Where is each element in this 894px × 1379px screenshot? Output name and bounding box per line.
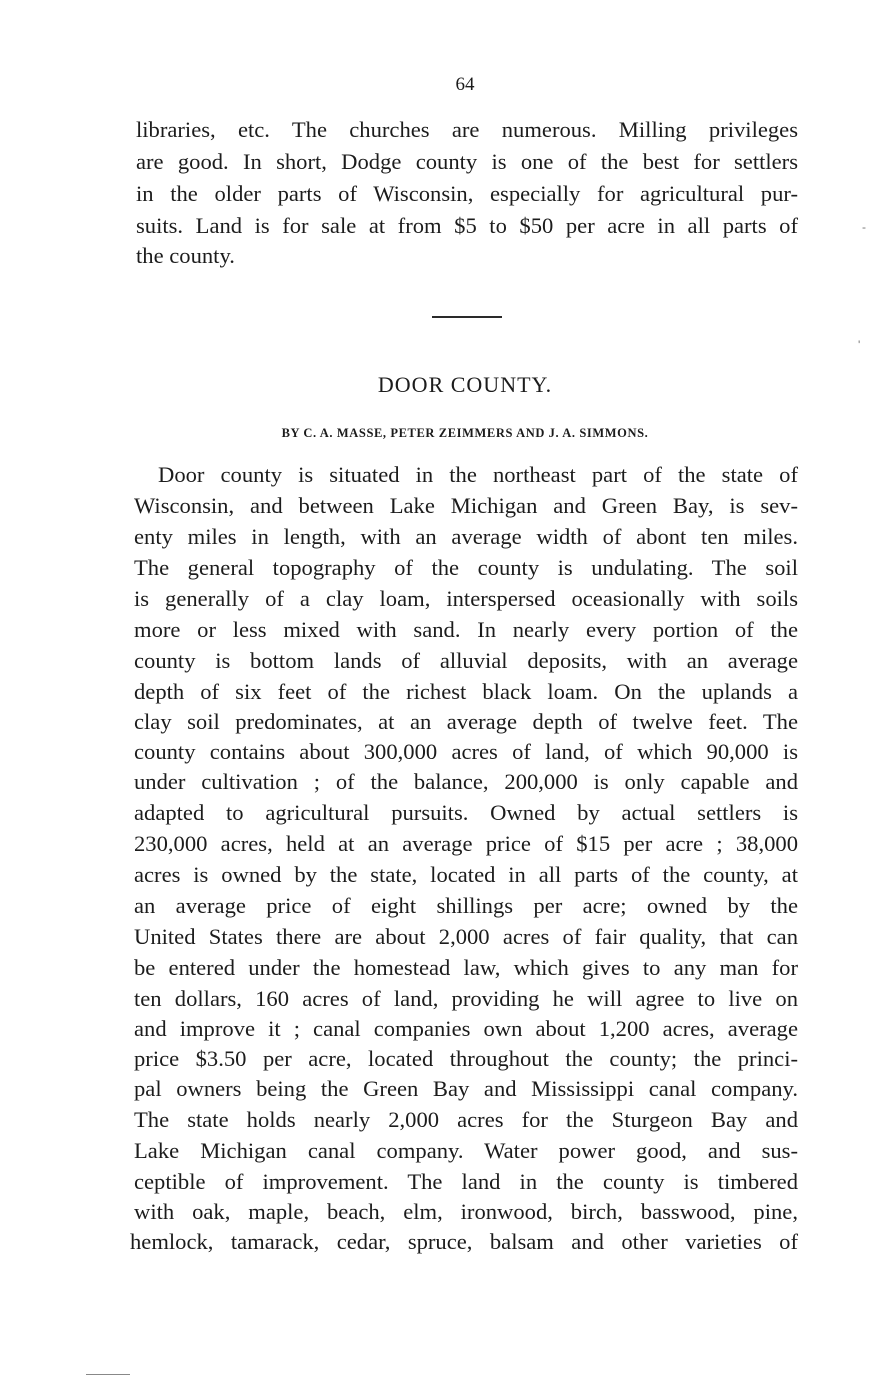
body-line: an average price of eight shillings per acre; owned by the xyxy=(134,893,798,918)
body-line: depth of six feet of the richest black loam. On the uplands a xyxy=(134,679,798,704)
body-line: The state holds nearly 2,000 acres for the Sturgeon Bay and xyxy=(134,1107,798,1132)
intro-line: in the older parts of Wisconsin, especially for agricultural pur- xyxy=(136,181,798,206)
body-line: 230,000 acres, held at an average price of $15 per acre ; 38,000 xyxy=(134,831,798,856)
page-number: 64 xyxy=(455,74,475,95)
section-authors: BY C. A. MASSE, PETER ZEIMMERS AND J. A. SIMMONS. xyxy=(281,426,649,440)
body-line: county contains about 300,000 acres of land, of which 90,000 is xyxy=(134,739,798,764)
body-line: under cultivation ; of the balance, 200,000 is only capable and xyxy=(134,769,798,794)
section-divider xyxy=(432,316,502,318)
body-line: ceptible of improvement. The land in the county is timbered xyxy=(134,1169,798,1194)
body-line: ten dollars, 160 acres of land, providing he will agree to live on xyxy=(134,986,798,1011)
margin-speck: ' xyxy=(858,338,861,352)
body-line: adapted to agricultural pursuits. Owned by actual settlers is xyxy=(134,800,798,825)
body-line: acres is owned by the state, located in all parts of the county, at xyxy=(134,862,798,887)
body-line: is generally of a clay loam, interspersed oceasionally with soils xyxy=(134,586,798,611)
body-line: Door county is situated in the northeast part of the state of xyxy=(158,462,798,487)
intro-line: the county. xyxy=(136,243,235,268)
body-line: Lake Michigan canal company. Water power good, and sus- xyxy=(134,1138,798,1163)
body-line: county is bottom lands of alluvial deposits, with an average xyxy=(134,648,798,673)
body-line: hemlock, tamarack, cedar, spruce, balsam and other varieties of xyxy=(130,1229,798,1254)
body-line: and improve it ; canal companies own about 1,200 acres, average xyxy=(134,1016,798,1041)
intro-line: are good. In short, Dodge county is one of the best for settlers xyxy=(136,149,798,174)
body-line: more or less mixed with sand. In nearly every portion of the xyxy=(134,617,798,642)
body-line: price $3.50 per acre, located throughout the county; the princi- xyxy=(134,1046,798,1071)
body-line: with oak, maple, beach, elm, ironwood, birch, basswood, pine, xyxy=(134,1199,798,1224)
margin-speck: - xyxy=(862,220,866,234)
footer-rule xyxy=(86,1374,130,1375)
intro-line: libraries, etc. The churches are numerous. Milling privileges xyxy=(136,117,798,142)
body-line: be entered under the homestead law, which gives to any man for xyxy=(134,955,798,980)
body-line: Wisconsin, and between Lake Michigan and Green Bay, is sev- xyxy=(134,493,798,518)
body-line: enty miles in length, with an average width of abont ten miles. xyxy=(134,524,798,549)
section-title: DOOR COUNTY. xyxy=(377,372,553,397)
body-line: pal owners being the Green Bay and Mississippi canal company. xyxy=(134,1076,798,1101)
body-line: clay soil predominates, at an average depth of twelve feet. The xyxy=(134,709,798,734)
body-line: The general topography of the county is undulating. The soil xyxy=(134,555,798,580)
body-line: United States there are about 2,000 acres of fair quality, that can xyxy=(134,924,798,949)
intro-line: suits. Land is for sale at from $5 to $50 per acre in all parts of xyxy=(136,213,798,238)
